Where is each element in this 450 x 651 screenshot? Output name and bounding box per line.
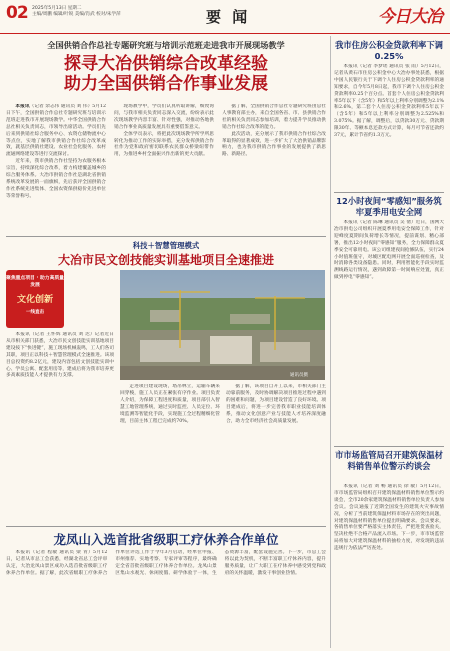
right-story-3-text (334, 484, 444, 646)
issue-info (32, 6, 121, 18)
right-story-2-text (334, 220, 444, 442)
masthead (0, 0, 450, 34)
third-text: 本报讯（记者 程敏 通讯员 梁 青）5月12日，记者从市总工会获悉，经湖北省总工会评审认定，大冶龙凤山景区成功入选首批省级职工疗休养合作单位。据了解，此次省级职工疗休养合作单位评选工作于今年3月启动，经单位申报、市州推荐、实地考察、专家评审等程序，最终确定全省首批省级职工疗休养合作单位。龙凤山景区集山水观光、休闲度假、研学体验于一体，生态资源丰富，配套设施完善。下一步，市总工会将以此为契机，不断丰富职工疗休养内容，提升服务质量，让广大职工在疗休养中感受到党和政府的关怀温暖，激发干事创业热情。 (6, 550, 326, 576)
badge-line-2: 文化创新 (16, 295, 53, 305)
main-body-1: 近年来，我市供销合作社坚持为农服务根本宗旨，持续深化综合改革，着力构建覆盖城乡的综合服务体系。大冶市供销合作社是湖北省供销系统改革发展的一面旗帜，先后获评全国供销合作社系统先进集体、全国农资保供稳价先进单位等荣誉称号。 (6, 159, 106, 199)
right-story-1-text (334, 64, 444, 188)
column-badge (6, 270, 64, 328)
main-column-2 (114, 104, 214, 232)
main-body-4: 据了解，全国供销合作总社专题研究班由总社人事教育部主办，来自全国各省、市、县供销合作社的相关负责同志参加培训，着力提升学员推动供销合作社综合改革的能力。 (222, 104, 326, 130)
page-number: 02 (6, 3, 28, 23)
main-body-2: 现场教学中，学员们认真听取讲解，细致询问，与我市相关负责同志深入交流，纷纷表示此次现场教学内容丰富、针对性强，对推动各地供销合作事业高质量发展具有重要借鉴意义。 (114, 104, 214, 130)
aerial-photo-illustration (120, 270, 325, 380)
divider (334, 192, 444, 193)
main-column-3 (222, 104, 326, 232)
lead-text: （记者 余志伟 通讯员 刘 伟）5月12日下午，全国供销合作总社专题研究班与培训示范班走进我市开展现场教学。中华全国供销合作总社相关负责同志，市领导出席活动。学员们先后来到供销社综合服务中心、农资仓储物流中心等点位，实地了解我市供销合作社综合改革成效，就基层供销社建设、农业社会化服务、农村流通网络建设等进行交流探讨。 (6, 104, 106, 158)
main-kicker: 全国供销合作总社专题研究班与培训示范班走进我市开展现场教学 (47, 40, 285, 50)
photo-credit: 通讯员摄 (290, 373, 308, 378)
newspaper-logo: 今日大冶 (378, 7, 442, 27)
right-story-3-body: 本报讯（记者 刘 畅 通讯员 徐 敏）5月12日，市市场监管局组织召开建筑保温材料销售单位警示约谈会，全市20余家建筑保温材料销售单位负责人参加会议。会议通报了近期全国发生的建筑火灾事故情况，分析了当前建筑保温材料市场存在的突出问题，对建筑保温材料销售单位提出明确要求。会议要求，各销售单位要严格落实主体责任，严把进货查验关，坚决杜绝不合格产品流入市场。下一步，市市场监管局将加大对建筑保温材料的抽检力度，对发现的违法违规行为依法严厉查处。 (334, 484, 444, 552)
lead-tag: 本报讯 (15, 104, 30, 109)
second-text-c: 据了解，该项目自开工以来，市相关部门主动靠前服务，及时协调解决项目推进过程中遇到的困难和问题，为项目建设营造了良好环境。项目建成后，将进一步完善我市职业技能培训体系，推动文化创意产业与技能人才培养深度融合，助力全市经济社会高质量发展。 (226, 384, 326, 424)
divider (6, 526, 326, 527)
section-title: 要 闻 (206, 8, 251, 26)
divider (6, 236, 326, 237)
main-headline-line-2: 助力全国供销合作事业发展 (64, 74, 268, 94)
right-story-1-title: 我市住房公积金贷款利率下调0.25% (335, 40, 443, 61)
right-story-2-body: 本报讯（记者 陈琳 通讯员 吴 倩）近日，国网大冶市供电公司组织开展夏季用电安全保障工作，针对迎峰度夏期间负荷增长等情况，提前谋划、精心部署，推出12小时夜间“零感知”服务，全力保障群众夏季安全可靠用电。该公司组建夜间抢修队伍，实行24小时值班值守，对城区配电网开展全面巡视检查，及时消除各类设备隐患。同时，利用智能化手段实时监测线路运行情况，遇到故障第一时间响应处置，真正做到停电“零感知”。 (334, 220, 444, 281)
badge-line-1: 聚焦重点项目 · 助力高质量发展 (6, 276, 64, 288)
second-column-1 (6, 332, 114, 524)
right-story-1-body: 本报讯（记者 李梦瑶 通讯员 张 雨）5月12日，记者从黄石市住房公积金中心大冶办事处获悉，根据中国人民银行关于下调个人住房公积金贷款利率的通知要求，自今年5月8日起，我市下调个人住房公积金贷款利率0.25个百分点。首套个人住房公积金贷款利率5年以下（含5年）和5年以上利率分别调整为2.1%和2.6%，第二套个人住房公积金贷款利率5年以下（含5年）和5年以上利率分别调整为2.525%和3.075%。据了解，调整后，以贷款30万元、贷款期限30年、等额本息还款方式计算，每月可节省还款约37元，累计节省约1.3万元。 (334, 64, 444, 139)
main-headline (6, 54, 326, 94)
third-headline: 龙凤山入选首批省级职工疗休养合作单位 (53, 532, 279, 547)
construction-site-photo (120, 270, 325, 380)
badge-line-3: 一线直击 (26, 310, 44, 315)
right-story-3-title: 市市场监管局召开建筑保温材料销售单位警示约谈会 (335, 450, 443, 471)
third-body (6, 550, 326, 648)
second-headline: 大冶市民文创技能实训基地项目全速推进 (57, 253, 274, 267)
second-column-3 (226, 384, 326, 524)
main-column-1 (6, 104, 106, 232)
second-kicker: 科技＋智慧管理模式 (132, 241, 200, 250)
second-text-a: 本报讯（记者 王怀辉 通讯员 刘 达）记者近日从市相关部门获悉，大冶市民文创技能实训基地项目建设按下“快进键”，施工现场机械轰鸣，工人们各司其职，项目正以科技＋智慧管理模式全速推进。该项目总投资约8.2亿元，建设内容包括文创技能实训中心、学员公寓、配套用房等，建成后将为我市培养更多高素质技能人才提供有力支撑。 (6, 332, 114, 379)
second-text-b: 走进项目建设现场，塔吊林立，运输车辆来回穿梭，施工人员正在紧张有序作业。项目负责人介绍，为保障工程进度和质量，项目部引入智慧工地管理系统，通过实时监控、人员定位、环境监测等智能化手段，实现施工全过程精细化管理，目前主体工程已完成约70%。 (120, 384, 220, 424)
divider (334, 446, 444, 447)
second-column-2 (120, 384, 220, 524)
right-story-2-title: 12小时夜间“零感知”服务筑牢夏季用电安全网 (336, 196, 442, 217)
main-body-3: 全体学员表示，将把此次现场教学所学所思转化为推动工作的实际举措，充分发挥供销合作社作为党和政府密切联系农民群众桥梁纽带作用，为推进乡村全面振兴作出新的更大贡献。 (114, 131, 214, 158)
main-body-5: 此次活动，充分展示了我市供销合作社综合改革取得的显著成效，进一步扩大了大冶供销品牌影响力，也为我市供销合作事业的发展提供了新思路、新路径。 (222, 131, 326, 158)
editor-line: 主编/周鹏 编辑/叶锐 美编/肖武 校对/朱学萍 (32, 12, 121, 17)
date-line: 2025年5月13日 星期二 (32, 6, 82, 11)
main-headline-line-1: 探寻大冶供销综合改革经验 (64, 54, 268, 74)
